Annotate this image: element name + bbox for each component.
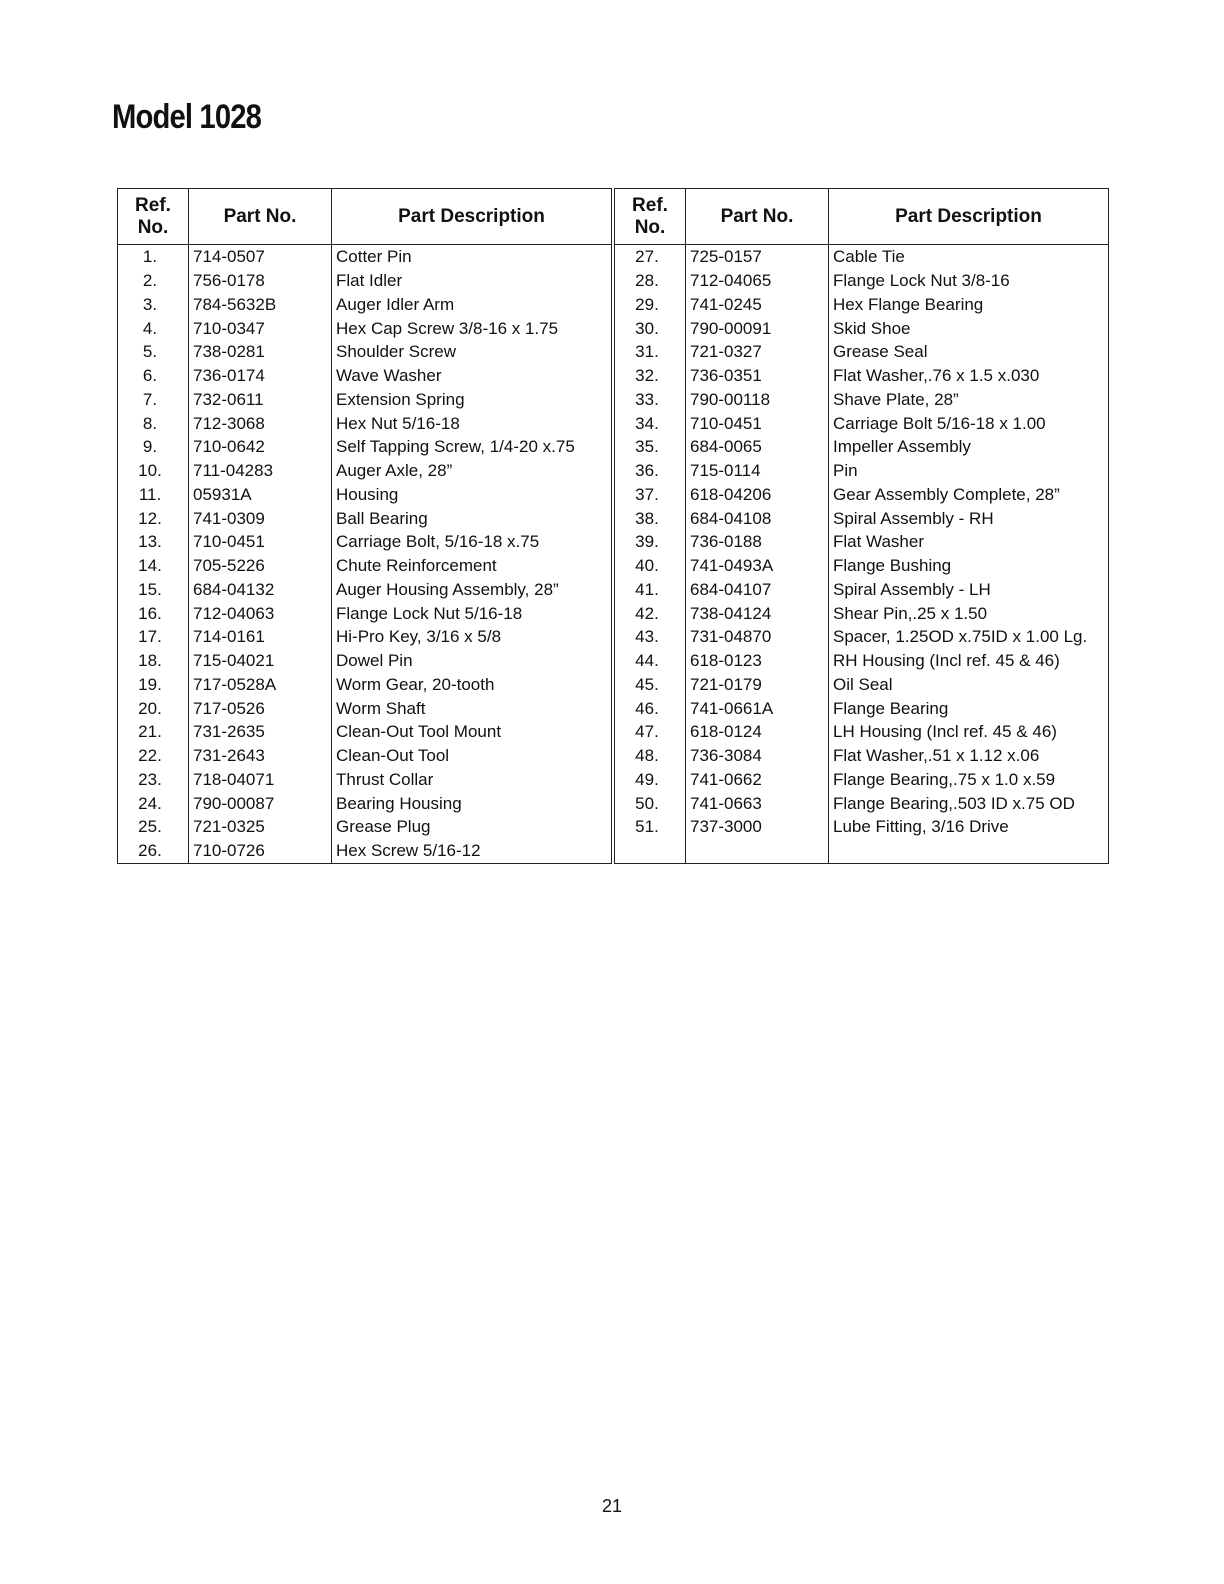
table-row	[118, 720, 612, 744]
table-row	[615, 720, 1109, 744]
table-row	[118, 269, 612, 293]
table-row	[118, 696, 612, 720]
part-no-cell: 741-0661A	[686, 696, 829, 720]
ref-no-cell: 49.	[615, 768, 686, 792]
part-no-cell: 618-0124	[686, 720, 829, 744]
ref-no-cell: 25.	[118, 815, 189, 839]
ref-no-cell: 32.	[615, 364, 686, 388]
part-no-cell: 684-04108	[686, 506, 829, 530]
part-no-cell: 741-0493A	[686, 554, 829, 578]
table-row	[615, 293, 1109, 317]
ref-no-cell: 7.	[118, 388, 189, 412]
part-description-cell: Clean-Out Tool	[332, 744, 612, 768]
ref-no-cell: 15.	[118, 578, 189, 602]
part-no-cell: 715-0114	[686, 459, 829, 483]
part-no-header: Part No.	[189, 189, 332, 245]
ref-no-cell: 44.	[615, 649, 686, 673]
table-row	[118, 839, 612, 863]
table-row	[615, 601, 1109, 625]
ref-no-cell: 29.	[615, 293, 686, 317]
part-no-cell: 725-0157	[686, 245, 829, 269]
table-row	[615, 269, 1109, 293]
part-no-cell: 721-0179	[686, 673, 829, 697]
part-description-cell: Carriage Bolt, 5/16-18 x.75	[332, 530, 612, 554]
part-no-cell: 721-0325	[189, 815, 332, 839]
part-no-cell: 737-3000	[686, 815, 829, 839]
part-no-cell: 717-0526	[189, 696, 332, 720]
part-description-cell: Flange Bearing	[829, 696, 1109, 720]
part-description-cell: Bearing Housing	[332, 791, 612, 815]
part-no-cell: 705-5226	[189, 554, 332, 578]
table-row	[118, 388, 612, 412]
part-no-cell: 711-04283	[189, 459, 332, 483]
part-no-cell: 684-04132	[189, 578, 332, 602]
table-row	[615, 554, 1109, 578]
part-no-cell: 717-0528A	[189, 673, 332, 697]
table-row	[118, 435, 612, 459]
ref-no-cell: 1.	[118, 245, 189, 269]
part-description-cell: Chute Reinforcement	[332, 554, 612, 578]
part-description-cell: Flat Washer,.76 x 1.5 x.030	[829, 364, 1109, 388]
ref-no-cell: 28.	[615, 269, 686, 293]
part-no-cell: 790-00087	[189, 791, 332, 815]
parts-table-body	[118, 245, 612, 864]
ref-no-cell: 40.	[615, 554, 686, 578]
part-description-cell: Grease Seal	[829, 340, 1109, 364]
ref-no-cell: 30.	[615, 316, 686, 340]
part-description-cell: Spacer, 1.25OD x.75ID x 1.00 Lg.	[829, 625, 1109, 649]
ref-no-cell: 48.	[615, 744, 686, 768]
table-row	[615, 459, 1109, 483]
ref-no-cell: 20.	[118, 696, 189, 720]
table-row	[615, 625, 1109, 649]
part-no-cell: 715-04021	[189, 649, 332, 673]
table-row	[118, 483, 612, 507]
ref-no-cell: 5.	[118, 340, 189, 364]
part-no-cell: 790-00118	[686, 388, 829, 412]
part-no-cell: 710-0642	[189, 435, 332, 459]
table-row	[615, 316, 1109, 340]
table-row	[615, 673, 1109, 697]
table-row	[615, 768, 1109, 792]
part-description-cell: Oil Seal	[829, 673, 1109, 697]
ref-no-cell: 3.	[118, 293, 189, 317]
part-no-cell: 756-0178	[189, 269, 332, 293]
table-row	[118, 364, 612, 388]
ref-no-cell: 51.	[615, 815, 686, 839]
part-description-cell: Auger Axle, 28”	[332, 459, 612, 483]
part-description-cell: Auger Housing Assembly, 28”	[332, 578, 612, 602]
part-no-cell: 05931A	[189, 483, 332, 507]
table-row	[118, 744, 612, 768]
ref-no-cell: 6.	[118, 364, 189, 388]
part-description-cell: Spiral Assembly - RH	[829, 506, 1109, 530]
table-row	[118, 815, 612, 839]
table-row	[118, 649, 612, 673]
part-description-cell: RH Housing (Incl ref. 45 & 46)	[829, 649, 1109, 673]
ref-no-cell: 22.	[118, 744, 189, 768]
part-description-cell: Flange Lock Nut 3/8-16	[829, 269, 1109, 293]
table-row	[615, 483, 1109, 507]
ref-no-cell: 9.	[118, 435, 189, 459]
table-header-row	[118, 189, 612, 245]
part-description-cell: Impeller Assembly	[829, 435, 1109, 459]
ref-no-cell: 39.	[615, 530, 686, 554]
parts-table-left	[117, 188, 612, 864]
part-no-cell: 712-3068	[189, 411, 332, 435]
page-title: Model 1028	[112, 98, 262, 136]
ref-no-cell: 11.	[118, 483, 189, 507]
ref-no-cell: 19.	[118, 673, 189, 697]
ref-no-cell: 31.	[615, 340, 686, 364]
ref-no-cell: 14.	[118, 554, 189, 578]
table-row	[615, 388, 1109, 412]
part-description-cell: Worm Gear, 20-tooth	[332, 673, 612, 697]
ref-no-cell: 36.	[615, 459, 686, 483]
ref-no-cell: 12.	[118, 506, 189, 530]
part-no-cell: 731-2635	[189, 720, 332, 744]
table-row	[615, 578, 1109, 602]
part-no-header: Part No.	[686, 189, 829, 245]
ref-no-cell: 45.	[615, 673, 686, 697]
table-row	[615, 506, 1109, 530]
part-description-cell: Shave Plate, 28”	[829, 388, 1109, 412]
part-no-cell: 710-0347	[189, 316, 332, 340]
table-row	[615, 435, 1109, 459]
ref-no-cell: 50.	[615, 791, 686, 815]
part-no-cell: 741-0245	[686, 293, 829, 317]
part-description-cell: Shoulder Screw	[332, 340, 612, 364]
ref-no-cell: 4.	[118, 316, 189, 340]
ref-no-cell: 43.	[615, 625, 686, 649]
table-row	[118, 506, 612, 530]
ref-header-line2: No.	[634, 216, 666, 238]
part-description-cell: Flat Idler	[332, 269, 612, 293]
ref-no-cell: 27.	[615, 245, 686, 269]
table-row	[615, 696, 1109, 720]
ref-no-cell: 47.	[615, 720, 686, 744]
part-no-cell: 736-0174	[189, 364, 332, 388]
table-row	[615, 815, 1109, 839]
parts-table-body	[615, 245, 1109, 864]
part-description-cell: Clean-Out Tool Mount	[332, 720, 612, 744]
part-description-cell: Cotter Pin	[332, 245, 612, 269]
ref-no-cell: 37.	[615, 483, 686, 507]
part-no-cell: 738-04124	[686, 601, 829, 625]
ref-no-cell: 10.	[118, 459, 189, 483]
part-description-cell: Hex Screw 5/16-12	[332, 839, 612, 863]
table-row	[118, 293, 612, 317]
part-no-cell: 741-0662	[686, 768, 829, 792]
part-description-cell: Self Tapping Screw, 1/4-20 x.75	[332, 435, 612, 459]
part-description-cell: Worm Shaft	[332, 696, 612, 720]
ref-no-cell: 23.	[118, 768, 189, 792]
ref-no-cell: 42.	[615, 601, 686, 625]
part-no-cell: 736-0351	[686, 364, 829, 388]
ref-no-cell: 34.	[615, 411, 686, 435]
part-no-cell: 710-0451	[686, 411, 829, 435]
ref-no-cell: 46.	[615, 696, 686, 720]
ref-header-line1: Ref.	[135, 194, 171, 216]
part-description-cell: Spiral Assembly - LH	[829, 578, 1109, 602]
part-description-cell: Ball Bearing	[332, 506, 612, 530]
ref-header-line2: No.	[137, 216, 169, 238]
table-row	[615, 530, 1109, 554]
part-description-cell: Cable Tie	[829, 245, 1109, 269]
part-no-cell: 736-0188	[686, 530, 829, 554]
table-row	[615, 744, 1109, 768]
ref-no-cell: 18.	[118, 649, 189, 673]
table-row	[615, 340, 1109, 364]
part-no-cell: 712-04065	[686, 269, 829, 293]
part-description-cell: Wave Washer	[332, 364, 612, 388]
part-description-cell: LH Housing (Incl ref. 45 & 46)	[829, 720, 1109, 744]
part-no-cell: 618-0123	[686, 649, 829, 673]
part-description-cell: Skid Shoe	[829, 316, 1109, 340]
part-description-cell: Auger Idler Arm	[332, 293, 612, 317]
part-description-cell: Grease Plug	[332, 815, 612, 839]
page-number: 21	[601, 1496, 623, 1516]
ref-no-cell: 16.	[118, 601, 189, 625]
ref-no-cell: 8.	[118, 411, 189, 435]
part-no-cell: 684-0065	[686, 435, 829, 459]
part-no-cell: 710-0451	[189, 530, 332, 554]
ref-no-cell: 38.	[615, 506, 686, 530]
part-no-cell: 741-0663	[686, 791, 829, 815]
part-no-cell: 710-0726	[189, 839, 332, 863]
part-no-cell: 784-5632B	[189, 293, 332, 317]
part-no-cell: 738-0281	[189, 340, 332, 364]
part-description-cell: Flange Bearing,.503 ID x.75 OD	[829, 791, 1109, 815]
part-no-cell: 731-2643	[189, 744, 332, 768]
part-description-cell: Hex Nut 5/16-18	[332, 411, 612, 435]
ref-no-cell: 26.	[118, 839, 189, 863]
part-no-cell: 618-04206	[686, 483, 829, 507]
part-description-cell: Pin	[829, 459, 1109, 483]
part-no-cell: 731-04870	[686, 625, 829, 649]
table-row	[615, 649, 1109, 673]
part-description-cell: Flat Washer	[829, 530, 1109, 554]
table-row	[615, 364, 1109, 388]
ref-header-line1: Ref.	[632, 194, 668, 216]
part-no-cell: 712-04063	[189, 601, 332, 625]
part-no-cell: 721-0327	[686, 340, 829, 364]
table-row	[615, 791, 1109, 815]
table-row	[118, 554, 612, 578]
ref-no-cell: 13.	[118, 530, 189, 554]
part-no-cell: 732-0611	[189, 388, 332, 412]
table-row	[118, 578, 612, 602]
ref-no-cell: 33.	[615, 388, 686, 412]
part-description-cell: Lube Fitting, 3/16 Drive	[829, 815, 1109, 839]
part-description-cell: Hex Flange Bearing	[829, 293, 1109, 317]
ref-no-cell	[615, 839, 686, 863]
part-no-cell: 741-0309	[189, 506, 332, 530]
part-no-cell: 736-3084	[686, 744, 829, 768]
table-row	[118, 673, 612, 697]
part-description-cell: Carriage Bolt 5/16-18 x 1.00	[829, 411, 1109, 435]
ref-no-header	[118, 189, 189, 245]
part-no-cell: 684-04107	[686, 578, 829, 602]
table-row	[118, 601, 612, 625]
part-description-cell	[829, 839, 1109, 863]
part-description-cell: Thrust Collar	[332, 768, 612, 792]
table-row	[118, 316, 612, 340]
part-no-cell: 714-0507	[189, 245, 332, 269]
table-header-row	[615, 189, 1109, 245]
part-description-cell: Hi-Pro Key, 3/16 x 5/8	[332, 625, 612, 649]
part-description-cell: Flat Washer,.51 x 1.12 x.06	[829, 744, 1109, 768]
ref-no-cell: 41.	[615, 578, 686, 602]
ref-no-header	[615, 189, 686, 245]
table-row	[118, 411, 612, 435]
ref-no-cell: 35.	[615, 435, 686, 459]
part-description-cell: Extension Spring	[332, 388, 612, 412]
part-description-cell: Housing	[332, 483, 612, 507]
parts-table-right	[614, 188, 1109, 864]
ref-no-cell: 21.	[118, 720, 189, 744]
ref-no-cell: 17.	[118, 625, 189, 649]
part-no-cell	[686, 839, 829, 863]
part-no-cell: 790-00091	[686, 316, 829, 340]
part-no-cell: 718-04071	[189, 768, 332, 792]
part-description-cell: Shear Pin,.25 x 1.50	[829, 601, 1109, 625]
table-row	[615, 411, 1109, 435]
part-description-cell: Hex Cap Screw 3/8-16 x 1.75	[332, 316, 612, 340]
part-description-cell: Dowel Pin	[332, 649, 612, 673]
part-description-header: Part Description	[332, 189, 612, 245]
table-row	[118, 625, 612, 649]
table-row	[118, 791, 612, 815]
part-no-cell: 714-0161	[189, 625, 332, 649]
part-description-header: Part Description	[829, 189, 1109, 245]
table-row	[118, 245, 612, 269]
table-row	[118, 768, 612, 792]
ref-no-cell: 2.	[118, 269, 189, 293]
table-row	[118, 340, 612, 364]
table-row	[118, 459, 612, 483]
table-row	[118, 530, 612, 554]
table-row	[615, 839, 1109, 863]
part-description-cell: Gear Assembly Complete, 28”	[829, 483, 1109, 507]
table-row	[615, 245, 1109, 269]
part-description-cell: Flange Bearing,.75 x 1.0 x.59	[829, 768, 1109, 792]
ref-no-cell: 24.	[118, 791, 189, 815]
part-description-cell: Flange Lock Nut 5/16-18	[332, 601, 612, 625]
part-description-cell: Flange Bushing	[829, 554, 1109, 578]
